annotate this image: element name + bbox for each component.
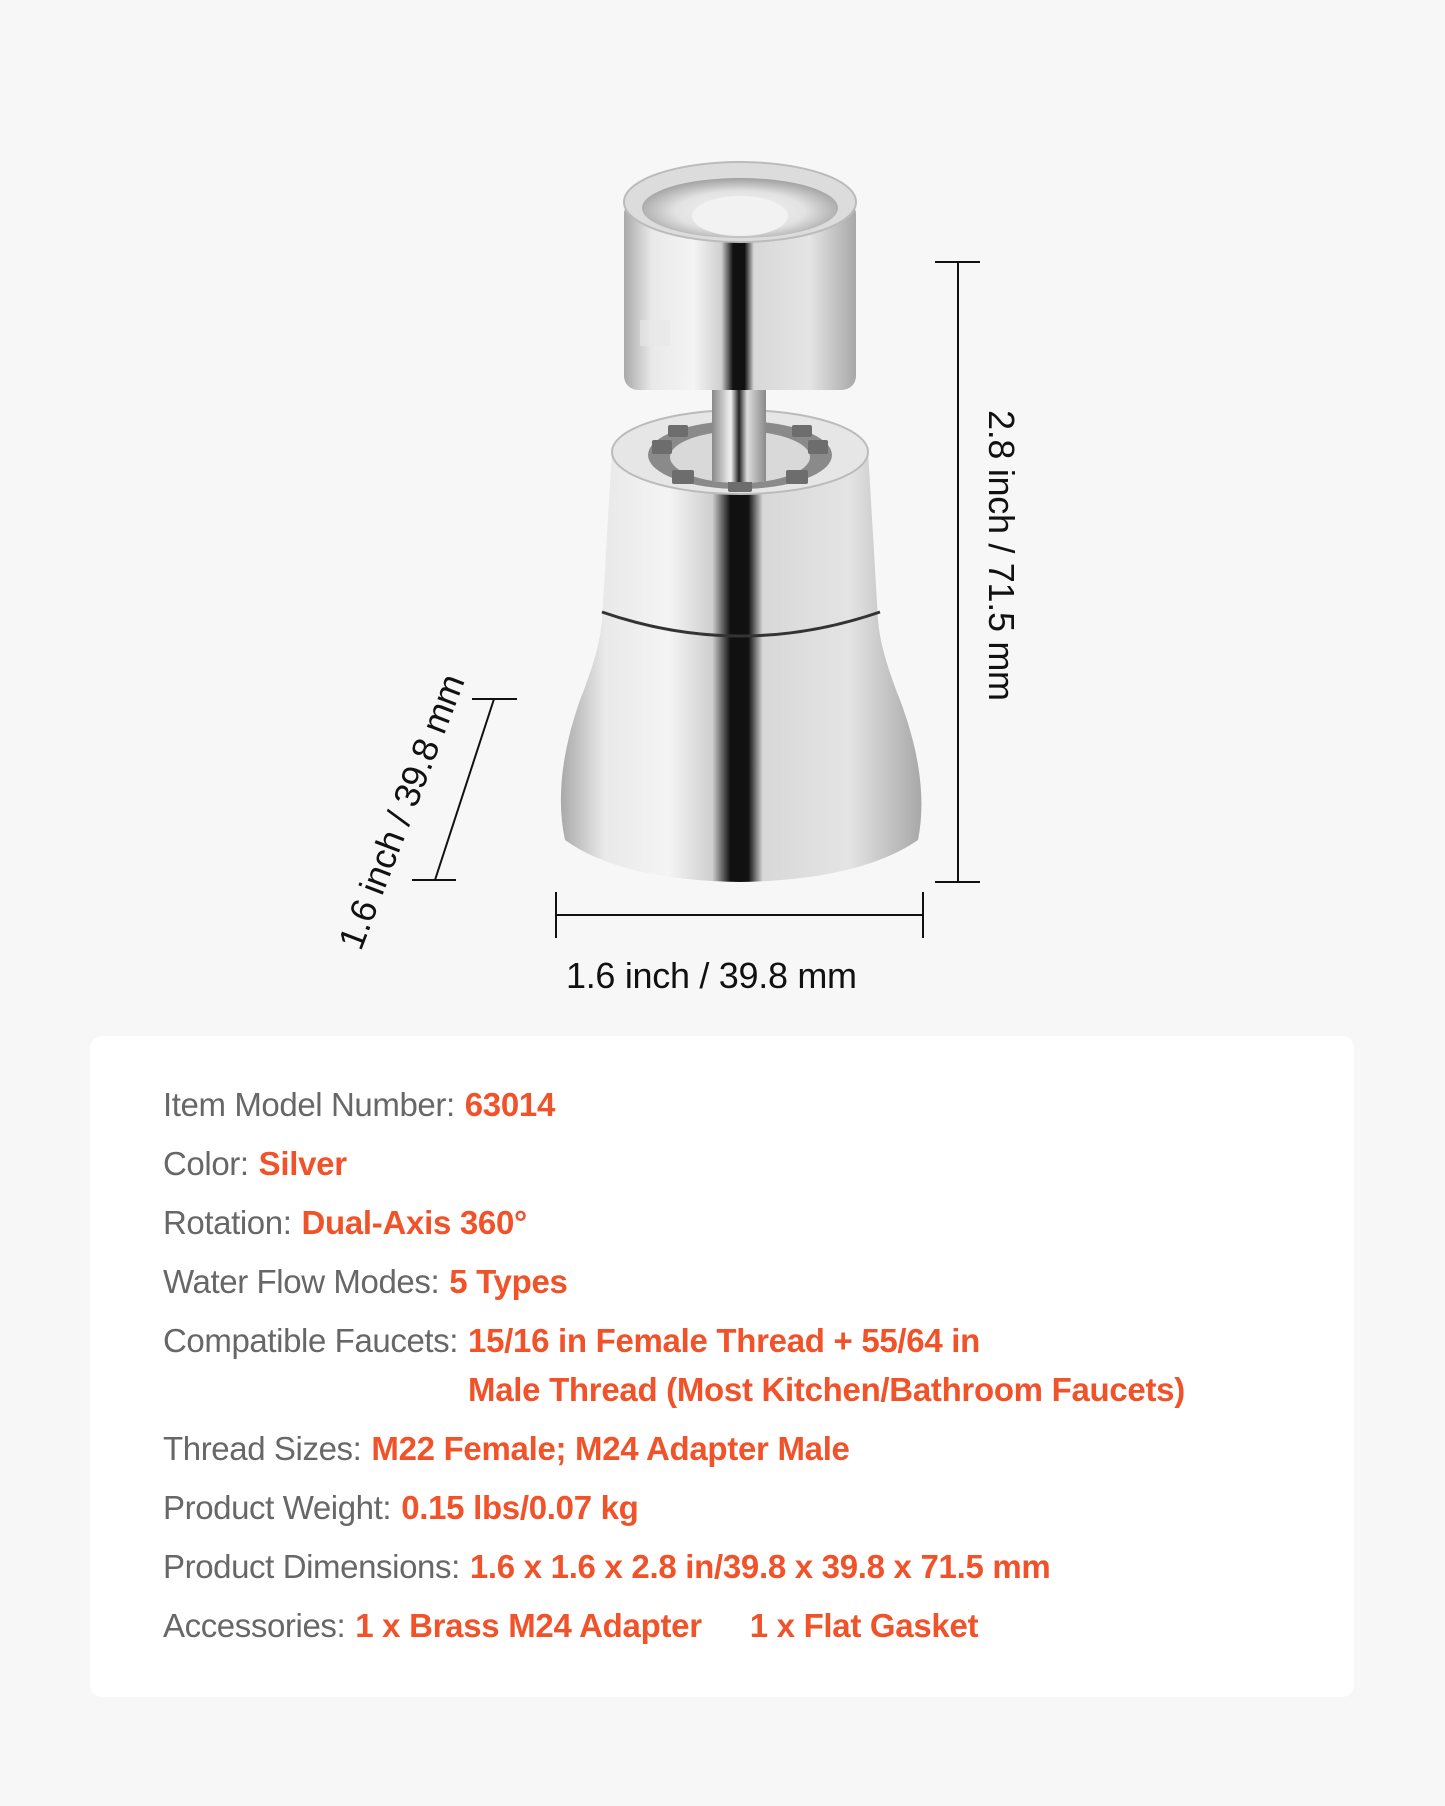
height-dimension-label: 2.8 inch / 71.5 mm xyxy=(981,410,1022,701)
spec-row-flow-modes xyxy=(163,1257,1314,1306)
spec-row-thread-sizes xyxy=(163,1424,1314,1473)
spec-list xyxy=(163,1080,1314,1660)
spec-value-thread-sizes: M22 Female; M24 Adapter Male xyxy=(371,1430,850,1467)
spec-value-model: 63014 xyxy=(464,1086,555,1123)
spec-row-rotation xyxy=(163,1198,1314,1247)
spec-label: Accessories: xyxy=(163,1607,346,1644)
spec-row-weight xyxy=(163,1483,1314,1532)
accessory-item: 1 x Flat Gasket xyxy=(749,1607,979,1644)
spec-row-dimensions xyxy=(163,1542,1314,1591)
specifications-card xyxy=(90,1036,1354,1697)
spec-value-accessories xyxy=(355,1601,978,1650)
accessory-item: 1 x Brass M24 Adapter xyxy=(355,1607,702,1644)
spec-label: Product Dimensions: xyxy=(163,1548,460,1585)
spec-value-dimensions: 1.6 x 1.6 x 2.8 in/39.8 x 39.8 x 71.5 mm xyxy=(469,1548,1051,1585)
spec-label: Water Flow Modes: xyxy=(163,1263,440,1300)
spec-value-line: 15/16 in Female Thread + 55/64 in xyxy=(468,1322,980,1359)
spec-label: Thread Sizes: xyxy=(163,1430,362,1467)
spec-label: Item Model Number: xyxy=(163,1086,455,1123)
spec-row-compatible-faucets xyxy=(163,1316,1314,1414)
spec-value-weight: 0.15 lbs/0.07 kg xyxy=(401,1489,639,1526)
spec-row-model xyxy=(163,1080,1314,1129)
spec-label: Product Weight: xyxy=(163,1489,392,1526)
spec-label: Compatible Faucets: xyxy=(163,1322,459,1359)
width-dimension-line xyxy=(556,892,923,938)
spec-value-line: Male Thread (Most Kitchen/Bathroom Faucets) xyxy=(468,1371,1185,1408)
spec-value-color: Silver xyxy=(258,1145,347,1182)
spec-label: Color: xyxy=(163,1145,249,1182)
spec-row-color xyxy=(163,1139,1314,1188)
spec-value-flow-modes: 5 Types xyxy=(449,1263,568,1300)
height-dimension-line xyxy=(935,262,980,882)
depth-dimension-label: 1.6 inch / 39.8 mm xyxy=(330,668,473,955)
spec-value-rotation: Dual-Axis 360° xyxy=(301,1204,527,1241)
spec-value-compatible-faucets xyxy=(468,1316,1185,1414)
spec-row-accessories xyxy=(163,1601,1314,1650)
width-dimension-label: 1.6 inch / 39.8 mm xyxy=(566,955,857,996)
spec-label: Rotation: xyxy=(163,1204,292,1241)
